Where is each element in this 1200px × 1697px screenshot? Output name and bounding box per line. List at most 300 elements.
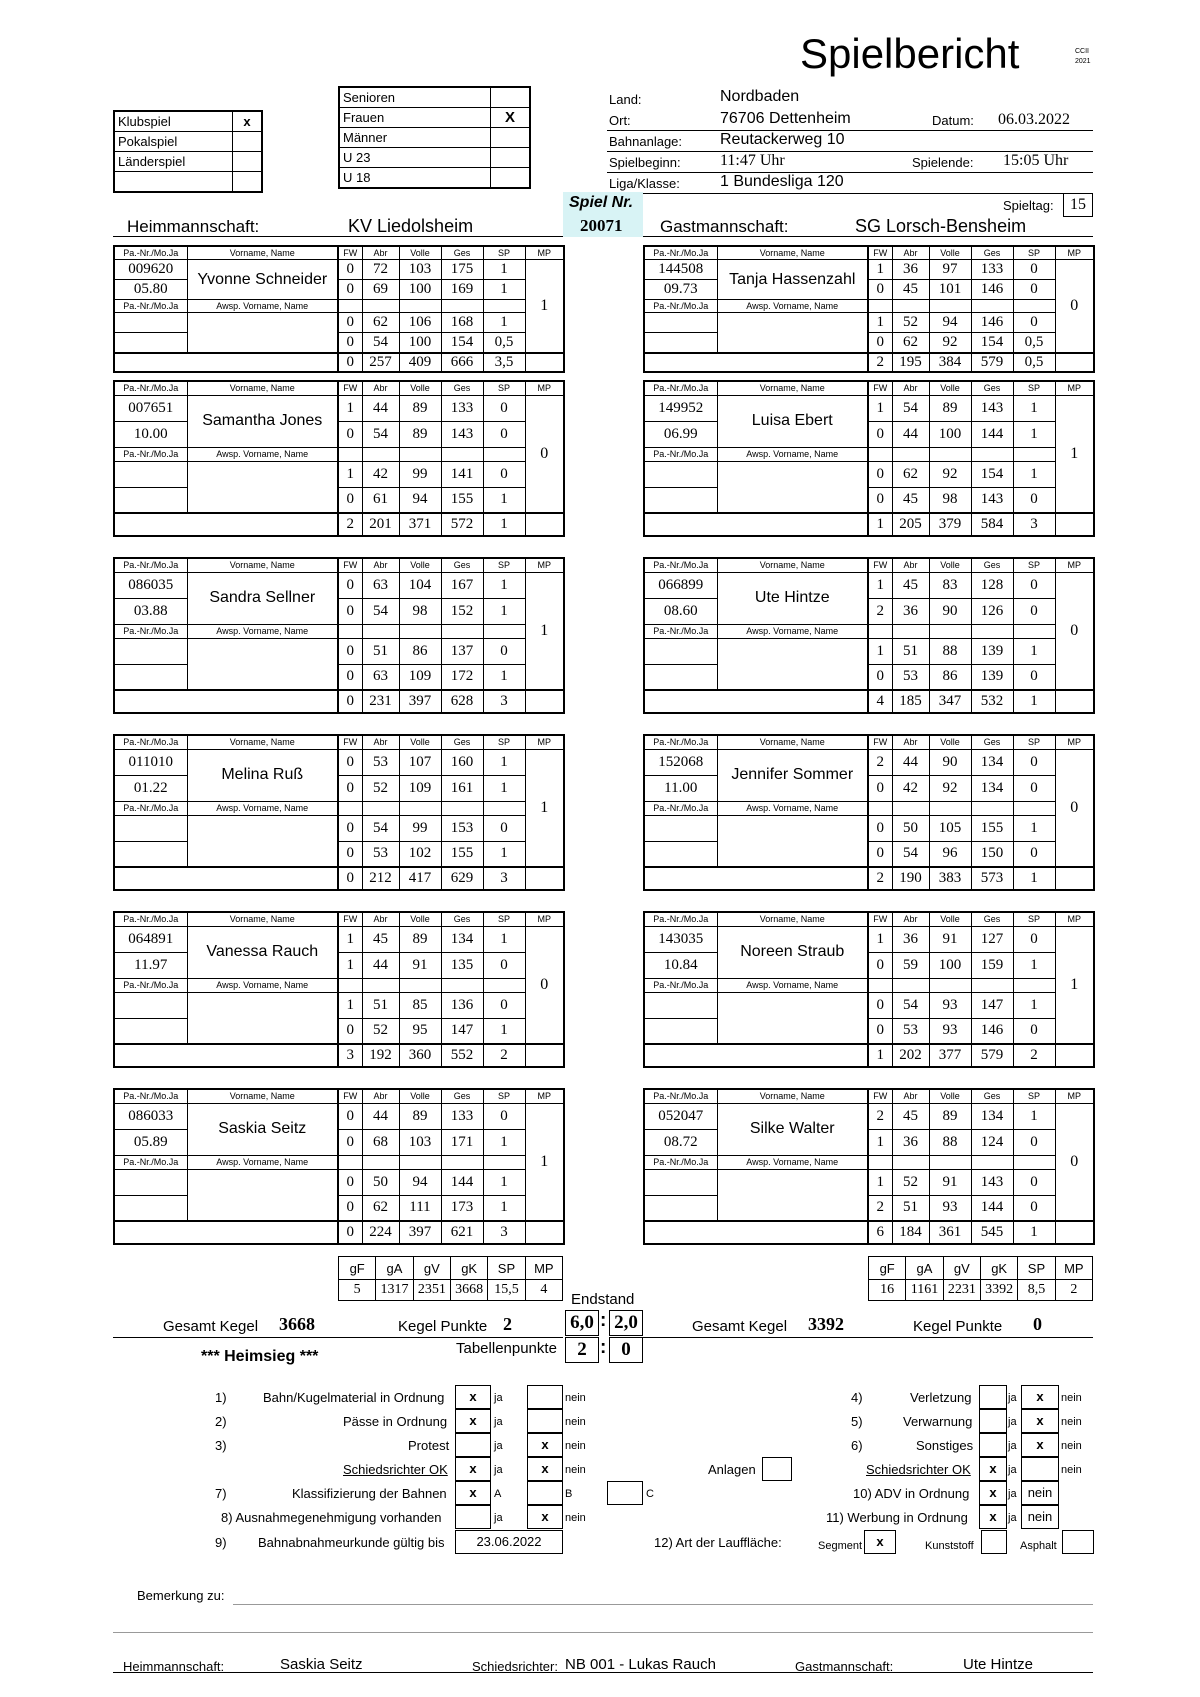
fw-value: 0 — [338, 664, 362, 690]
col-awsp: Awsp. Vorname, Name — [717, 978, 868, 992]
col-awsp: Awsp. Vorname, Name — [717, 624, 868, 638]
col-pass: Pa.-Nr./Mo.Ja — [114, 912, 187, 926]
home-player-block — [113, 911, 563, 1074]
abr-value: 54 — [362, 815, 399, 841]
abr-value: 59 — [892, 952, 929, 978]
check-6-ja[interactable] — [979, 1433, 1007, 1457]
liga-label: Liga/Klasse: — [609, 176, 680, 191]
mp-value: 1 — [525, 749, 564, 867]
ges-value: 147 — [441, 1018, 483, 1044]
birth-month-year: 06.99 — [644, 421, 717, 447]
sp-value: 0 — [1013, 1169, 1055, 1195]
guest-totals — [868, 1256, 1093, 1301]
ges-value: 144 — [441, 1169, 483, 1195]
sum-abr: 205 — [892, 513, 929, 536]
empty-cell — [892, 1155, 929, 1169]
sub-moja — [644, 841, 717, 867]
ges-value: 154 — [441, 333, 483, 353]
col-ges: Ges — [441, 381, 483, 395]
check-3-nein[interactable]: x — [527, 1433, 563, 1457]
col-pass-sub: Pa.-Nr./Mo.Ja — [644, 801, 717, 815]
birth-month-year: 08.60 — [644, 598, 717, 624]
segment-label: Segment — [818, 1540, 863, 1552]
fw-value: 1 — [338, 461, 362, 487]
abr-value: 52 — [362, 775, 399, 801]
volle-value: 106 — [399, 313, 441, 333]
home-kegel-value: 3668 — [279, 1314, 315, 1334]
sub-pass — [114, 313, 187, 333]
kategorie-mark[interactable] — [491, 148, 531, 168]
ja-label: ja — [1008, 1392, 1017, 1404]
sub-pass — [114, 461, 187, 487]
pass-nr: 064891 — [114, 926, 187, 952]
sum-mp-empty — [525, 1221, 564, 1244]
sp-value: 1 — [483, 841, 525, 867]
spielende-value: 15:05 Uhr — [1003, 152, 1069, 169]
asphalt-label: Asphalt — [1020, 1540, 1057, 1552]
sum-mp-empty — [525, 513, 564, 536]
col-ges: Ges — [971, 558, 1013, 572]
check-sr-nein[interactable]: x — [527, 1457, 563, 1481]
col-volle: Volle — [399, 558, 441, 572]
volle-value: 86 — [929, 664, 971, 690]
player-name: Silke Walter — [717, 1103, 868, 1155]
ges-value: 159 — [971, 952, 1013, 978]
fw-value: 0 — [338, 487, 362, 513]
abr-value: 63 — [362, 572, 399, 598]
volle-value: 89 — [929, 1103, 971, 1129]
abr-value: 53 — [362, 841, 399, 867]
page-title: Spielbericht — [800, 30, 1020, 77]
spieltyp-mark[interactable] — [233, 152, 263, 172]
ort-value: 76706 Dettenheim — [720, 110, 851, 127]
check-5-ja[interactable] — [979, 1409, 1007, 1433]
col-volle: Volle — [399, 1089, 441, 1103]
fw-value: 0 — [868, 815, 892, 841]
fw-value: 0 — [868, 664, 892, 690]
c-label: C — [646, 1488, 654, 1500]
player-name: Luisa Ebert — [717, 395, 868, 447]
sum-fw: 0 — [338, 1221, 362, 1244]
pass-nr: 066899 — [644, 572, 717, 598]
abr-value: 54 — [892, 841, 929, 867]
empty-cell — [929, 1155, 971, 1169]
tot-h-gf: gF — [869, 1257, 906, 1280]
abr-value: 54 — [362, 421, 399, 447]
volle-value: 99 — [399, 815, 441, 841]
volle-value: 98 — [929, 487, 971, 513]
spielnr-value: 20071 — [580, 216, 623, 235]
check-7-a[interactable]: x — [455, 1481, 491, 1505]
spieltyp-label: Klubspiel — [114, 111, 233, 132]
ges-value: 155 — [441, 841, 483, 867]
abr-value: 72 — [362, 260, 399, 280]
check-10-ja[interactable]: x — [979, 1481, 1007, 1505]
fw-value: 1 — [868, 1129, 892, 1155]
check-num: 5) — [851, 1414, 863, 1429]
volle-value: 100 — [929, 952, 971, 978]
check-8-ja[interactable] — [455, 1505, 491, 1529]
bahnabnahme-date[interactable]: 23.06.2022 — [455, 1530, 563, 1554]
mp-value: 1 — [525, 572, 564, 690]
kategorie-box — [338, 86, 531, 189]
sum-abr: 257 — [362, 353, 399, 372]
fw-value: 0 — [868, 333, 892, 353]
check-num: 4) — [851, 1390, 863, 1405]
col-fw: FW — [338, 246, 362, 260]
kategorie-label: U 23 — [339, 148, 491, 168]
col-mp: MP — [1055, 558, 1094, 572]
fw-value: 1 — [868, 260, 892, 280]
volle-value: 86 — [399, 638, 441, 664]
tot-gf: 16 — [869, 1280, 906, 1301]
tot-h-sp: SP — [1018, 1257, 1055, 1280]
nein-label: nein — [1061, 1440, 1082, 1452]
sum-volle: 397 — [399, 1221, 441, 1244]
sp-value: 1 — [483, 1129, 525, 1155]
pass-nr: 152068 — [644, 749, 717, 775]
abr-value: 44 — [362, 1103, 399, 1129]
sum-mp-empty — [1055, 1221, 1094, 1244]
land-value: Nordbaden — [720, 88, 800, 105]
mp-value: 0 — [525, 395, 564, 513]
col-sp: SP — [1013, 1089, 1055, 1103]
ges-value: 144 — [971, 421, 1013, 447]
volle-value: 100 — [929, 421, 971, 447]
volle-value: 100 — [399, 280, 441, 300]
col-name: Vorname, Name — [717, 381, 868, 395]
home-tabellenpunkte: 2 — [565, 1337, 599, 1363]
col-sp: SP — [483, 1089, 525, 1103]
ges-value: 133 — [971, 260, 1013, 280]
fw-value: 0 — [338, 260, 362, 280]
check-5-nein[interactable]: x — [1021, 1409, 1059, 1433]
birth-month-year: 11.97 — [114, 952, 187, 978]
sum-fw: 0 — [338, 867, 362, 890]
player-name: Samantha Jones — [187, 395, 338, 447]
tot-h-mp: MP — [525, 1257, 562, 1280]
fw-value: 2 — [868, 749, 892, 775]
sum-volle: 384 — [929, 353, 971, 372]
empty-cell — [971, 300, 1013, 313]
check-1-nein[interactable] — [527, 1385, 563, 1409]
sum-fw: 0 — [338, 353, 362, 372]
sum-spacer — [114, 690, 338, 713]
empty-cell — [868, 300, 892, 313]
check-11-ja[interactable]: x — [979, 1505, 1007, 1529]
check-sr2-ja[interactable]: x — [979, 1457, 1007, 1481]
col-pass: Pa.-Nr./Mo.Ja — [114, 246, 187, 260]
check-7-c[interactable] — [607, 1481, 643, 1505]
bemerkung-label: Bemerkung zu: — [137, 1588, 225, 1603]
fw-value: 2 — [868, 1103, 892, 1129]
sum-abr: 202 — [892, 1044, 929, 1067]
spielbeginn-value: 11:47 Uhr — [720, 152, 785, 169]
nein-label: nein — [1061, 1416, 1082, 1428]
home-player-block — [113, 1088, 563, 1251]
sum-ges: 573 — [971, 867, 1013, 890]
abr-value: 36 — [892, 926, 929, 952]
col-mp: MP — [1055, 735, 1094, 749]
sub-name — [717, 461, 868, 513]
empty-cell — [929, 801, 971, 815]
abr-value: 51 — [892, 638, 929, 664]
col-name: Vorname, Name — [717, 558, 868, 572]
sp-value: 0 — [1013, 926, 1055, 952]
empty-cell — [1013, 447, 1055, 461]
col-volle: Volle — [399, 381, 441, 395]
empty-cell — [483, 300, 525, 313]
fw-value: 0 — [868, 992, 892, 1018]
fw-value: 0 — [338, 421, 362, 447]
sp-value: 0 — [1013, 598, 1055, 624]
abr-value: 36 — [892, 1129, 929, 1155]
empty-cell — [892, 978, 929, 992]
check-3-ja[interactable] — [455, 1433, 491, 1457]
heim-label: Heimmannschaft: — [127, 217, 260, 236]
tot-h-gv: gV — [943, 1257, 980, 1280]
col-abr: Abr — [362, 246, 399, 260]
sub-pass — [644, 1169, 717, 1195]
check-4-nein[interactable]: x — [1021, 1385, 1059, 1409]
sum-mp-empty — [1055, 353, 1094, 372]
ges-value: 139 — [971, 638, 1013, 664]
volle-value: 94 — [399, 487, 441, 513]
fw-value: 0 — [868, 487, 892, 513]
ges-value: 137 — [441, 638, 483, 664]
sum-mp-empty — [1055, 867, 1094, 890]
col-name: Vorname, Name — [187, 246, 338, 260]
ges-value: 126 — [971, 598, 1013, 624]
bemerkung-line-2[interactable] — [113, 1632, 1093, 1633]
a-label: A — [494, 1488, 502, 1500]
check-num: 6) — [851, 1438, 863, 1453]
col-abr: Abr — [892, 558, 929, 572]
fw-value: 0 — [338, 815, 362, 841]
fw-value: 0 — [868, 280, 892, 300]
asphalt-box[interactable] — [1062, 1530, 1094, 1554]
col-sp: SP — [1013, 735, 1055, 749]
ja-label: ja — [494, 1464, 503, 1476]
check-4-ja[interactable] — [979, 1385, 1007, 1409]
check-2-nein[interactable] — [527, 1409, 563, 1433]
abr-value: 36 — [892, 598, 929, 624]
pass-nr: 086033 — [114, 1103, 187, 1129]
sum-abr: 184 — [892, 1221, 929, 1244]
empty-cell — [971, 447, 1013, 461]
spieltyp-empty — [233, 172, 263, 193]
volle-value: 93 — [929, 992, 971, 1018]
abr-value: 45 — [892, 487, 929, 513]
sp-value: 1 — [1013, 992, 1055, 1018]
fw-value: 0 — [338, 1129, 362, 1155]
check-sr2-nein[interactable] — [1021, 1457, 1059, 1481]
empty-cell — [483, 624, 525, 638]
nein-label: nein — [1061, 1464, 1082, 1476]
col-sp: SP — [1013, 381, 1055, 395]
abr-value: 36 — [892, 260, 929, 280]
col-pass: Pa.-Nr./Mo.Ja — [644, 558, 717, 572]
sp-value: 0 — [1013, 280, 1055, 300]
empty-cell — [338, 801, 362, 815]
spieltyp-empty — [114, 172, 233, 193]
check-1-ja[interactable]: x — [455, 1385, 491, 1409]
nein-label: nein — [565, 1392, 586, 1404]
col-volle: Volle — [399, 246, 441, 260]
check-label: Klassifizierung der Bahnen — [292, 1486, 447, 1501]
sum-spacer — [644, 690, 868, 713]
spielnr-label: Spiel Nr. — [569, 194, 634, 211]
empty-cell — [441, 978, 483, 992]
sum-mp-empty — [525, 867, 564, 890]
col-pass-sub: Pa.-Nr./Mo.Ja — [644, 624, 717, 638]
birth-month-year: 05.89 — [114, 1129, 187, 1155]
nein-label: nein — [565, 1512, 586, 1524]
volle-value: 95 — [399, 1018, 441, 1044]
mp-value: 0 — [1055, 260, 1094, 353]
check-2-ja[interactable]: x — [455, 1409, 491, 1433]
col-sp: SP — [483, 246, 525, 260]
kategorie-mark[interactable]: X — [491, 108, 531, 128]
bemerkung-line[interactable] — [233, 1604, 1093, 1605]
kunststoff-box[interactable] — [981, 1530, 1007, 1554]
empty-cell — [399, 300, 441, 313]
sum-volle: 379 — [929, 513, 971, 536]
sum-mp-empty — [1055, 690, 1094, 713]
ges-value: 136 — [441, 992, 483, 1018]
sum-sp: 3 — [483, 690, 525, 713]
check-label: Bahn/Kugelmaterial in Ordnung — [263, 1390, 445, 1405]
fw-value: 0 — [868, 841, 892, 867]
player-name: Ute Hintze — [717, 572, 868, 624]
empty-cell — [971, 1155, 1013, 1169]
col-fw: FW — [868, 1089, 892, 1103]
kategorie-mark[interactable] — [491, 87, 531, 108]
spielbeginn-label: Spielbeginn: — [609, 155, 681, 170]
tot-h-gv: gV — [413, 1257, 450, 1280]
mp-value: 1 — [525, 260, 564, 353]
guest-player-block — [643, 557, 1093, 720]
sp-value: 1 — [483, 313, 525, 333]
empty-cell — [338, 300, 362, 313]
col-sp: SP — [1013, 558, 1055, 572]
sp-value: 1 — [483, 664, 525, 690]
fw-value: 1 — [338, 395, 362, 421]
check-num: 2) — [215, 1414, 227, 1429]
ges-value: 155 — [441, 487, 483, 513]
anlagen-box[interactable] — [762, 1457, 792, 1481]
col-ges: Ges — [971, 246, 1013, 260]
sum-fw: 4 — [868, 690, 892, 713]
abr-value: 45 — [892, 280, 929, 300]
sum-volle: 417 — [399, 867, 441, 890]
sum-spacer — [644, 353, 868, 372]
abr-value: 68 — [362, 1129, 399, 1155]
sum-volle: 360 — [399, 1044, 441, 1067]
sum-fw: 1 — [868, 1044, 892, 1067]
empty-cell — [892, 801, 929, 815]
sp-value: 0 — [1013, 1195, 1055, 1221]
sum-spacer — [644, 513, 868, 536]
volle-value: 94 — [929, 313, 971, 333]
fw-value: 0 — [338, 572, 362, 598]
ges-value: 153 — [441, 815, 483, 841]
sp-value: 1 — [483, 487, 525, 513]
ges-value: 147 — [971, 992, 1013, 1018]
col-mp: MP — [1055, 1089, 1094, 1103]
birth-month-year: 01.22 — [114, 775, 187, 801]
tot-h-gk: gK — [980, 1257, 1017, 1280]
sum-ges: 584 — [971, 513, 1013, 536]
check-6-nein[interactable]: x — [1021, 1433, 1059, 1457]
mp-value: 1 — [1055, 926, 1094, 1044]
empty-cell — [483, 801, 525, 815]
spieltyp-mark[interactable]: x — [233, 111, 263, 132]
sp-value: 0 — [483, 952, 525, 978]
check-8-nein[interactable]: x — [527, 1505, 563, 1529]
fw-value: 2 — [868, 1195, 892, 1221]
col-name: Vorname, Name — [717, 246, 868, 260]
ja-label: ja — [494, 1512, 503, 1524]
abr-value: 54 — [892, 395, 929, 421]
gast-label: Gastmannschaft: — [660, 217, 789, 236]
ges-value: 133 — [441, 395, 483, 421]
abr-value: 53 — [892, 664, 929, 690]
abr-value: 44 — [892, 421, 929, 447]
check-label: Pässe in Ordnung — [343, 1414, 448, 1429]
empty-cell — [868, 801, 892, 815]
sub-pass — [644, 313, 717, 333]
home-totals — [338, 1256, 563, 1301]
volle-value: 89 — [399, 395, 441, 421]
sp-value: 0 — [1013, 664, 1055, 690]
volle-value: 88 — [929, 638, 971, 664]
sum-spacer — [644, 1221, 868, 1244]
check-11-nein[interactable]: nein — [1021, 1505, 1059, 1529]
spieltyp-mark[interactable] — [233, 132, 263, 152]
check-7-b[interactable] — [527, 1481, 563, 1505]
tot-h-sp: SP — [488, 1257, 525, 1280]
sub-moja — [644, 487, 717, 513]
sub-moja — [114, 487, 187, 513]
col-abr: Abr — [892, 246, 929, 260]
fw-value: 0 — [338, 1195, 362, 1221]
tabellenpunkte-label: Tabellenpunkte — [456, 1340, 557, 1357]
fw-value: 1 — [338, 952, 362, 978]
liga-row — [607, 173, 1093, 194]
empty-cell — [892, 447, 929, 461]
sum-sp: 2 — [1013, 1044, 1055, 1067]
kategorie-mark[interactable] — [491, 168, 531, 189]
volle-value: 109 — [399, 664, 441, 690]
segment-box[interactable]: x — [864, 1530, 896, 1554]
check-sr-ja[interactable]: x — [455, 1457, 491, 1481]
ges-value: 141 — [441, 461, 483, 487]
check-label: Verwarnung — [903, 1414, 973, 1429]
gast-team: SG Lorsch-Bensheim — [855, 216, 1027, 236]
empty-cell — [441, 447, 483, 461]
col-fw: FW — [338, 735, 362, 749]
tot-gk: 3668 — [450, 1280, 487, 1301]
pass-nr: 086035 — [114, 572, 187, 598]
anlagen-label: Anlagen — [708, 1462, 756, 1477]
sum-sp: 2 — [483, 1044, 525, 1067]
check-10-nein[interactable]: nein — [1021, 1481, 1059, 1505]
kategorie-mark[interactable] — [491, 128, 531, 148]
col-ges: Ges — [441, 912, 483, 926]
ges-value: 175 — [441, 260, 483, 280]
col-pass: Pa.-Nr./Mo.Ja — [644, 1089, 717, 1103]
